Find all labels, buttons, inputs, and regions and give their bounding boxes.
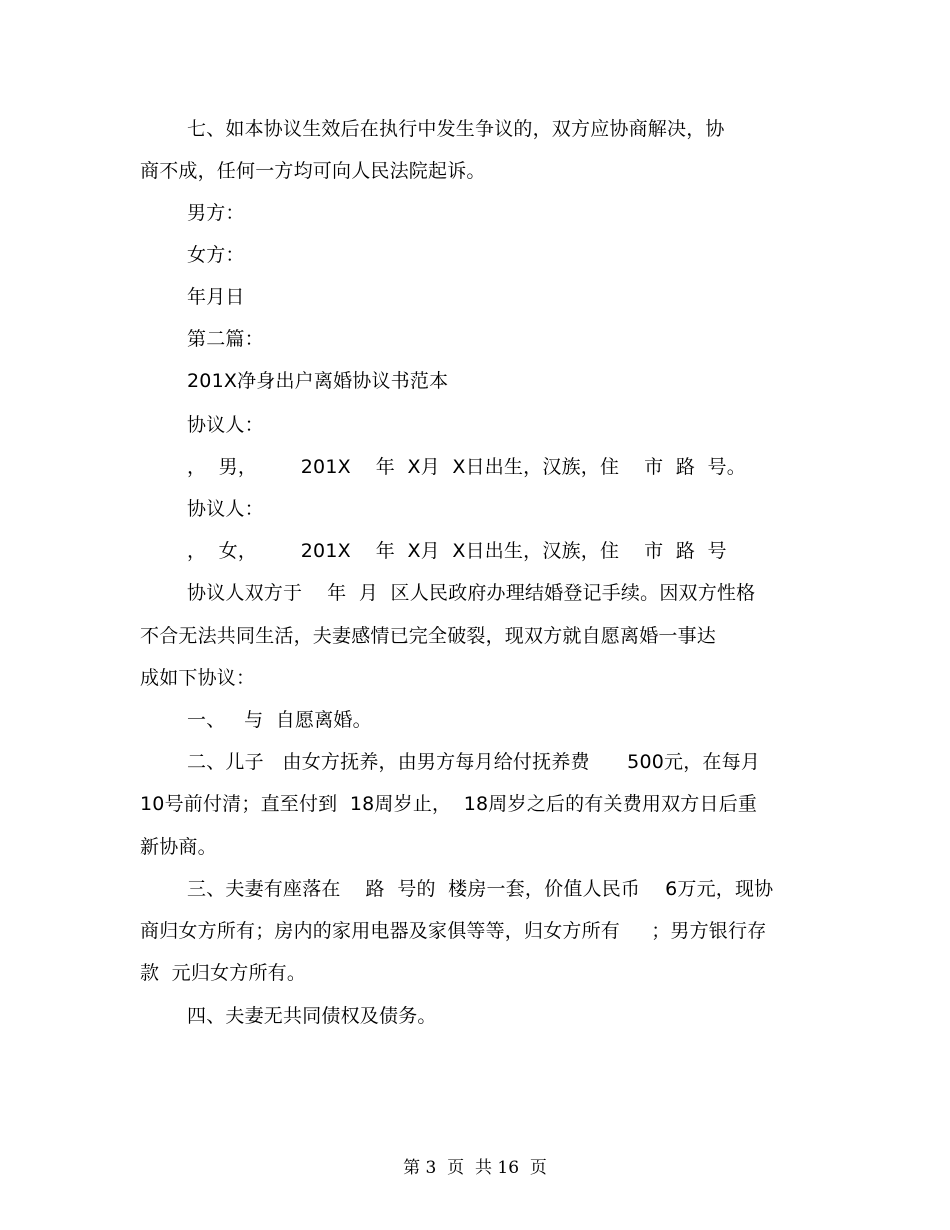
clause-3-line-2: 商归女方所有；房内的家用电器及家俱等等，归女方所有 ；男方银行存 [140,920,767,942]
preamble-line-1: 协议人双方于 年 月 区人民政府办理结婚登记手续。因双方性格 [187,582,756,604]
clause-1: 一、 与 自愿离婚。 [187,709,372,731]
party-2-label: 协议人： [187,498,264,520]
party-2-details: ， 女， 201X 年 X月 X日出生，汉族，住 市 路 号 [187,540,727,562]
party-1-details: ， 男， 201X 年 X月 X日出生，汉族，住 市 路 号。 [187,456,746,478]
clause-4: 四、夫妻无共同债权及债务。 [187,1005,437,1027]
paragraph-7-line-2: 商不成，任何一方均可向人民法院起诉。 [140,160,486,182]
clause-2-line-2: 10号前付清；直至付到 18周岁止， 18周岁之后的有关费用双方日后重 [140,793,758,815]
section-heading: 第二篇： [187,328,264,350]
clause-3-line-1: 三、夫妻有座落在 路 号的 楼房一套，价值人民币 6万元，现协 [187,878,774,900]
clause-2-line-1: 二、儿子 由女方抚养，由男方每月给付抚养费 500元，在每月 [187,751,761,773]
clause-3-line-3: 款 元归女方所有。 [140,962,307,984]
preamble-line-3: 成如下协议： [140,667,256,689]
clause-2-line-3: 新协商。 [140,836,217,858]
party-1-label: 协议人： [187,414,264,436]
paragraph-7-line-1: 七、如本协议生效后在执行中发生争议的，双方应协商解决，协 [187,118,725,140]
female-party-label: 女方： [187,244,245,266]
date-label: 年月日 [187,286,245,308]
preamble-line-2: 不合无法共同生活，夫妻感情已完全破裂，现双方就自愿离婚一事达 [140,625,717,647]
male-party-label: 男方： [187,202,245,224]
document-title: 201X净身出户离婚协议书范本 [187,370,449,392]
page-number: 第 3 页 共 16 页 [403,1158,547,1178]
